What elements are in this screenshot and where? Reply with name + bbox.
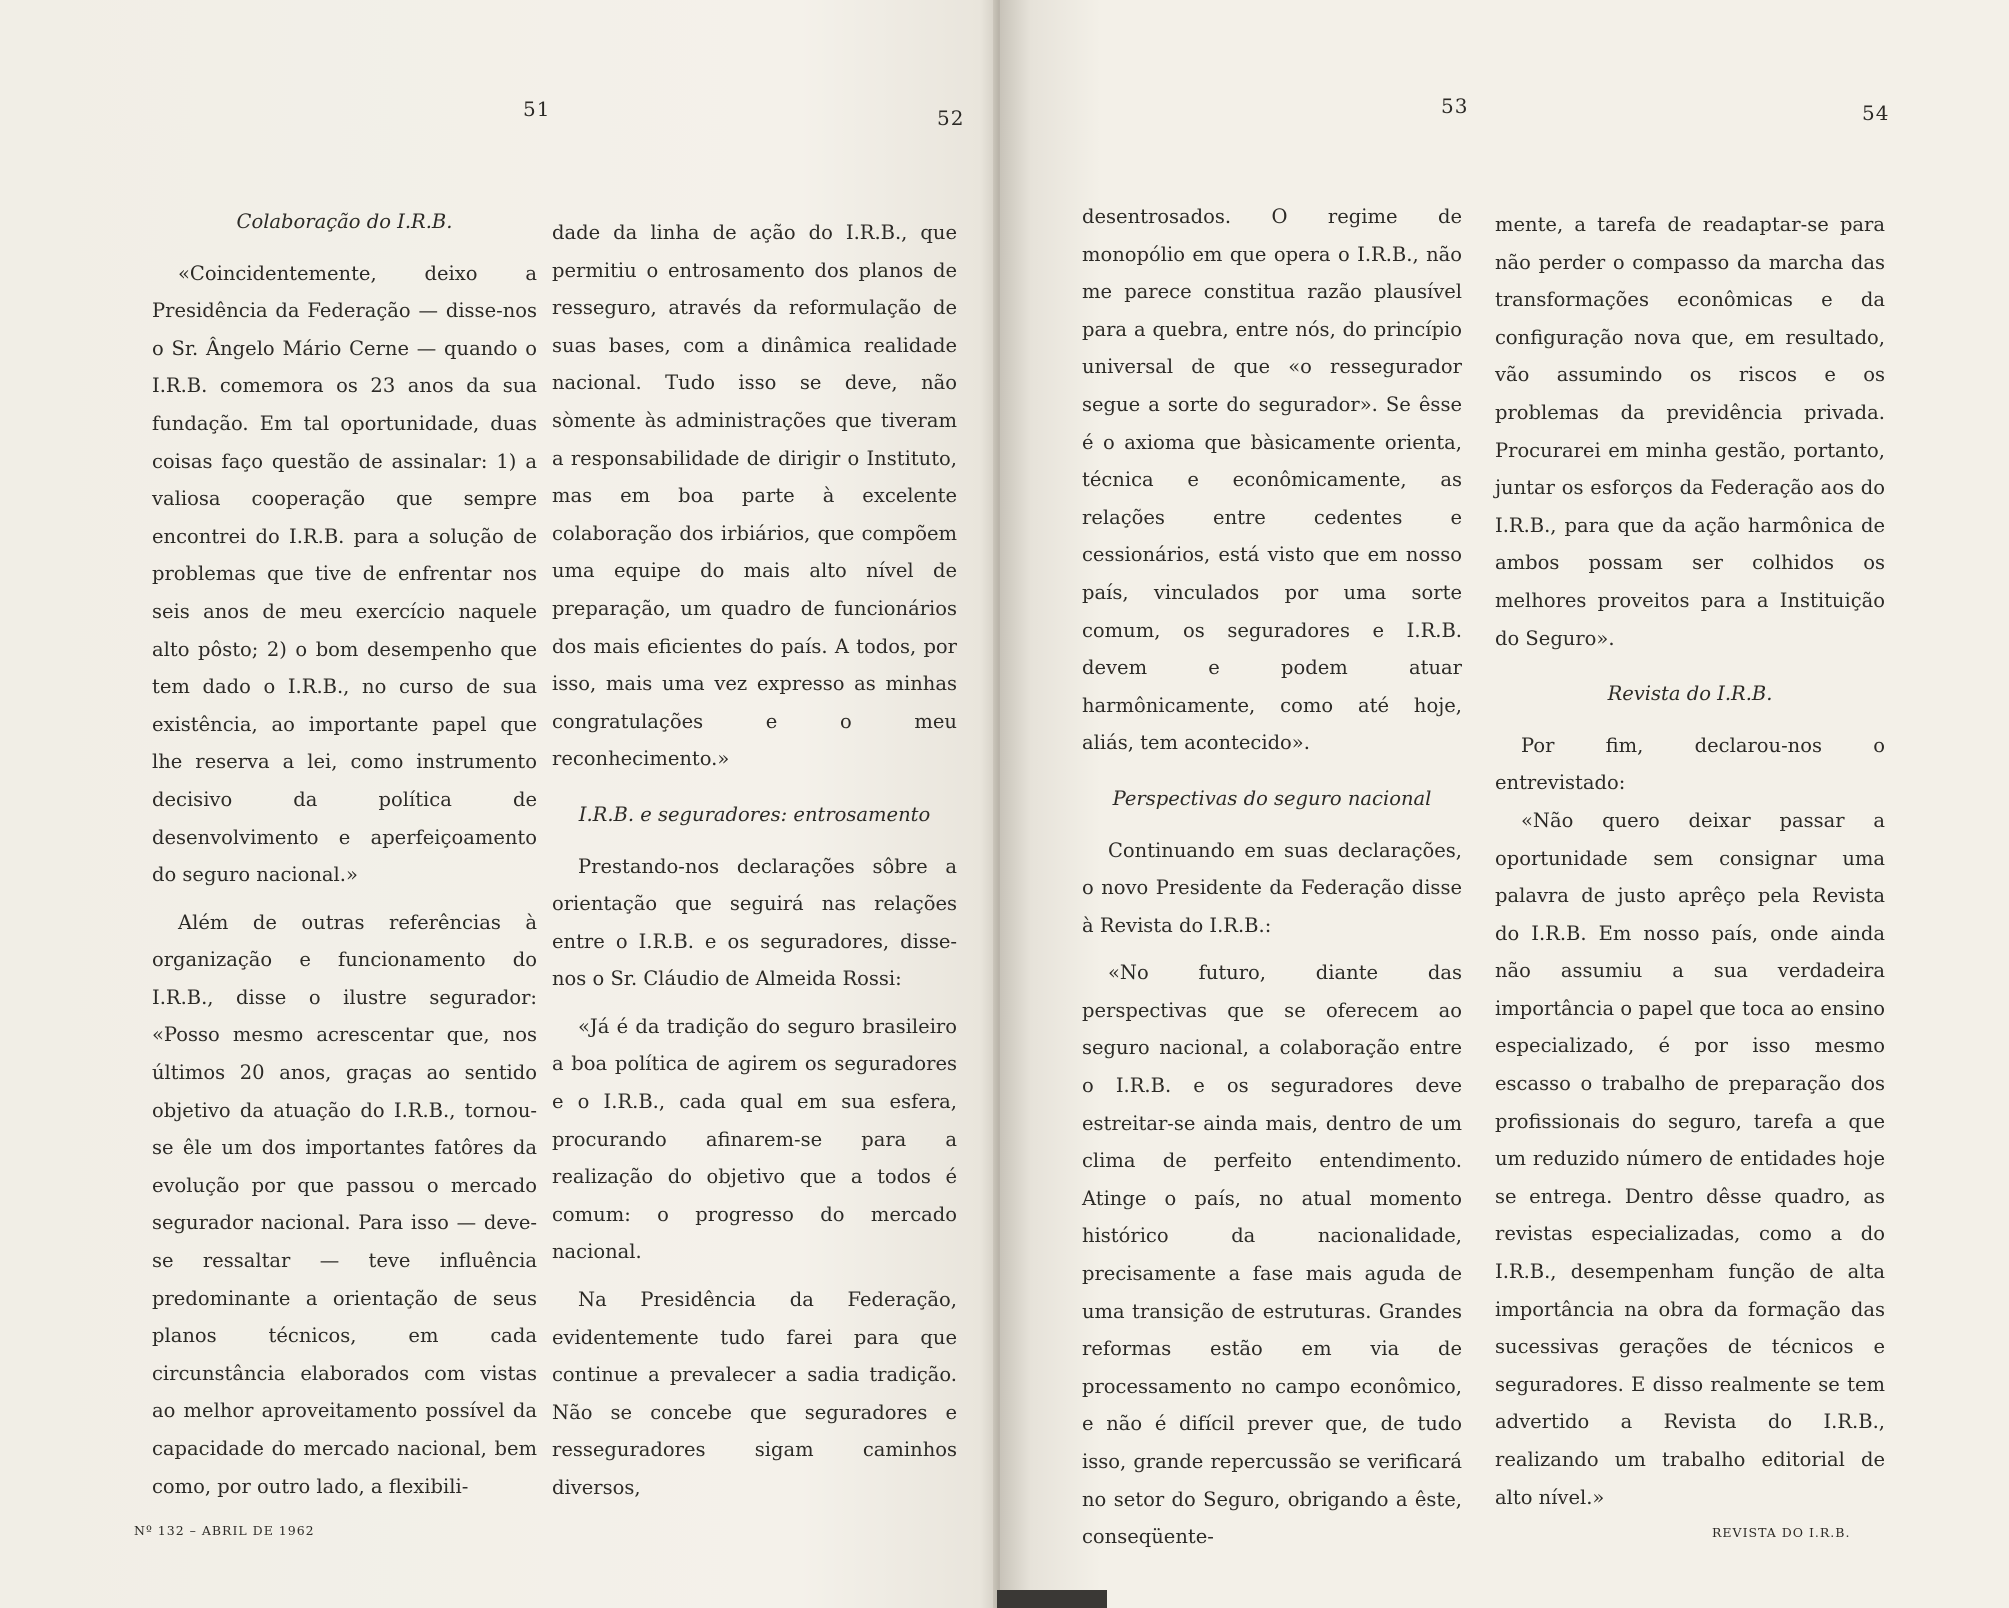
column-1 <box>152 203 537 1505</box>
paragraph: Continuando em suas declarações, o novo Presidente da Federação disse à Revista do I.R.B.: <box>1082 838 1462 937</box>
column-2 <box>552 214 957 1507</box>
column-3 <box>1082 198 1462 1556</box>
right-page <box>1000 0 2009 1608</box>
page-number-51: 51 <box>523 97 551 121</box>
section-heading-perspectivas: Perspectivas do seguro nacional <box>1112 786 1432 810</box>
section-heading-entrosamento: I.R.B. e seguradores: entrosamento <box>578 802 931 826</box>
page-number-53: 53 <box>1441 94 1469 118</box>
paragraph: «Já é da tradição do seguro brasileiro a boa política de agirem os seguradores e o I.R.B., cada qual em sua esfera, procurando afinarem-se para a realização do objetivo que a todos é comum: o progresso do mercado nacional. <box>552 1014 957 1264</box>
paragraph: «Não quero deixar passar a oportunidade sem consignar uma palavra de justo aprêço pela Revista do I.R.B. Em nosso país, onde ainda não assumiu a sua verdadeira importância o papel que toca ao ensino especializado, é por isso mesmo escasso o trabalho de preparação dos profissionais do seguro, tarefa a que um reduzido número de entidades hoje se entrega. Dentro dêsse quadro, as revistas especializadas, como a do I.R.B., desempenham função de alta importância na obra da formação das sucessivas gerações de técnicos e seguradores. E disso realmente se tem advertido a Revista do I.R.B., realizando um trabalho editorial de alto nível.» <box>1495 808 1885 1509</box>
binding-shadow <box>997 1590 1107 1608</box>
paragraph: Na Presidência da Federação, evidentemente tudo farei para que continue a prevalecer a sadia tradição. Não se concebe que seguradores e resseguradores sigam caminhos diversos, <box>552 1288 957 1499</box>
column-4 <box>1495 206 1885 1516</box>
paragraph: «No futuro, diante das perspectivas que se oferecem ao seguro nacional, a colaboração entre o I.R.B. e os seguradores deve estreitar-se ainda mais, dentro de um clima de perfeito entendimento. Atinge o país, no atual momento histórico da nacionalidade, precisamente a fase mais aguda de uma transição de estruturas. Grandes reformas estão em via de processamento no campo econômico, e não é difícil prever que, de tudo isso, grande repercussão se verificará no setor do Seguro, obrigando a êste, conseqüente- <box>1082 961 1462 1549</box>
footer-issue: Nº 132 – ABRIL DE 1962 <box>134 1523 315 1538</box>
page-number-52: 52 <box>937 106 965 130</box>
paragraph: «Coincidentemente, deixo a Presidência da Federação — disse-nos o Sr. Ângelo Mário Cerne — quando o I.R.B. comemora os 23 anos da sua fundação. Em tal oportunidade, duas coisas faço questão de assinalar: 1) a valiosa cooperação que sempre encontrei do I.R.B. para a solução de problemas que tive de enfrentar nos seis anos de meu exercício naquele alto pôsto; 2) o bom desempenho que tem dado o I.R.B., no curso de sua existência, ao importante papel que lhe reserva a lei, como instrumento decisivo da política de desenvolvimento e aperfeiçoamento do seguro nacional.» <box>152 261 537 887</box>
paragraph: desentrosados. O regime de monopólio em que opera o I.R.B., não me parece constitua razão plausível para a quebra, entre nós, do princípio universal de que «o ressegurador segue a sorte do segurador». Se êsse é o axioma que bàsicamente orienta, técnica e econômicamente, as relações entre cedentes e cessionários, está visto que em nosso país, vinculados por uma sorte comum, os seguradores e I.R.B. devem e podem atuar harmônicamente, como até hoje, aliás, tem acontecido». <box>1082 205 1462 755</box>
section-heading-colaboracao: Colaboração do I.R.B. <box>236 210 453 233</box>
page-number-54: 54 <box>1862 101 1890 125</box>
paragraph: mente, a tarefa de readaptar-se para não perder o compasso da marcha das transformações econômicas e da configuração nova que, em resultado, vão assumindo os riscos e os problemas da previdência privada. Procurarei em minha gestão, portanto, juntar os esforços da Federação aos do I.R.B., para que da ação harmônica de ambos possam ser colhidos os melhores proveitos para a Instituição do Seguro». <box>1495 213 1885 650</box>
paragraph: Por fim, declarou-nos o entrevistado: <box>1495 733 1885 795</box>
footer-publication: REVISTA DO I.R.B. <box>1712 1525 1851 1540</box>
paragraph: dade da linha de ação do I.R.B., que permitiu o entrosamento dos planos de resseguro, através da reformulação de suas bases, com a dinâmica realidade nacional. Tudo isso se deve, não sòmente às administrações que tiveram a responsabilidade de dirigir o Instituto, mas em boa parte à excelente colaboração dos irbiários, que compõem uma equipe do mais alto nível de preparação, um quadro de funcionários dos mais eficientes do país. A todos, por isso, mais uma vez expresso as minhas congratulações e o meu reconhecimento.» <box>552 221 957 771</box>
paragraph: Prestando-nos declarações sôbre a orientação que seguirá nas relações entre o I.R.B. e os seguradores, disse-nos o Sr. Cláudio de Almeida Rossi: <box>552 854 957 991</box>
section-heading-revista: Revista do I.R.B. <box>1607 682 1773 706</box>
left-page <box>0 0 1000 1608</box>
paragraph: Além de outras referências à organização e funcionamento do I.R.B., disse o ilustre segurador: «Posso mesmo acrescentar que, nos últimos 20 anos, graças ao sentido objetivo da atuação do I.R.B., tornou-se êle um dos importantes fatôres da evolução por que passou o mercado segurador nacional. Para isso — deve-se ressaltar — teve influência predominante a orientação de seus planos técnicos, em cada circunstância elaborados com vistas ao melhor aproveitamento possível da capacidade do mercado nacional, bem como, por outro lado, a flexibili- <box>152 910 537 1498</box>
